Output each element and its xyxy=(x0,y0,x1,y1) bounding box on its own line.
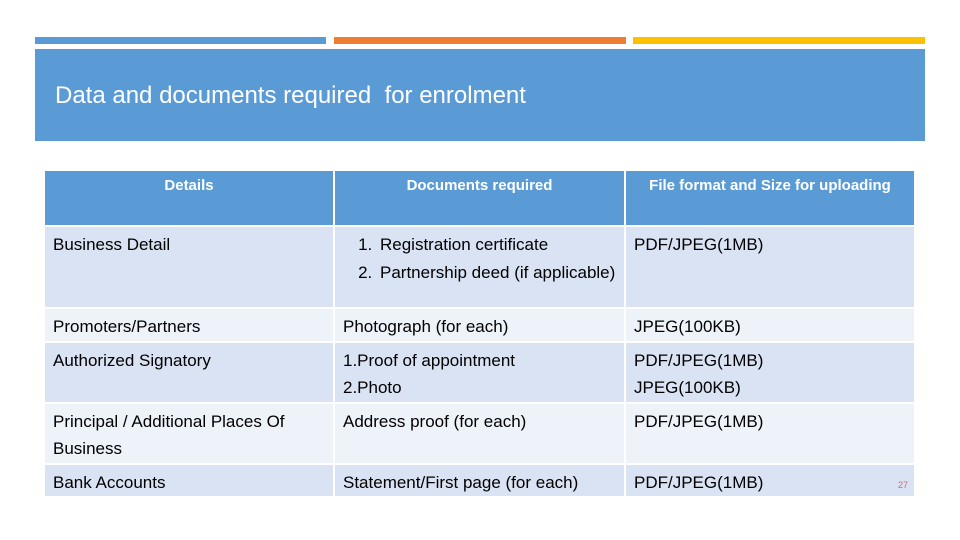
table-row xyxy=(45,342,914,403)
documents-cell xyxy=(334,464,625,497)
format-cell xyxy=(625,403,914,464)
documents-cell xyxy=(334,226,625,308)
accent-bar-blue xyxy=(35,37,326,44)
format-cell xyxy=(625,464,914,497)
page-number: 27 xyxy=(897,480,908,490)
documents-list xyxy=(343,231,616,286)
format-text: PDF/JPEG(1MB) xyxy=(634,472,764,492)
documents-cell xyxy=(334,308,625,342)
documents-cell xyxy=(334,403,625,464)
documents-text: Statement/First page (for each) xyxy=(343,472,579,492)
table-row xyxy=(45,403,914,464)
list-item: 2. Partnership deed (if applicable) xyxy=(377,259,616,287)
accent-bar-orange xyxy=(334,37,626,44)
format-text: JPEG(100KB) xyxy=(634,317,741,336)
details-text: Business Detail xyxy=(53,235,171,254)
details-text: Authorized Signatory xyxy=(53,350,211,370)
header-file-format: File format and Size for uploading xyxy=(625,171,914,226)
format-text: PDF/JPEG(1MB) xyxy=(634,235,764,254)
documents-text: Address proof (for each) xyxy=(343,411,527,431)
documents-table xyxy=(45,171,914,496)
table-header-row xyxy=(45,171,914,226)
format-cell xyxy=(625,308,914,342)
details-cell xyxy=(45,342,334,403)
details-cell xyxy=(45,464,334,497)
table-row xyxy=(45,308,914,342)
details-text: Promoters/Partners xyxy=(53,317,201,336)
title-banner xyxy=(35,49,925,141)
header-documents-required: Documents required xyxy=(334,171,625,226)
format-text: JPEG(100KB) xyxy=(634,378,741,397)
header-details: Details xyxy=(45,171,334,226)
details-cell xyxy=(45,226,334,308)
details-text: Bank Accounts xyxy=(53,472,166,492)
table-row xyxy=(45,464,914,497)
format-cell xyxy=(625,226,914,308)
accent-bar-yellow xyxy=(633,37,925,44)
documents-text: 1.Proof of appointment xyxy=(343,350,516,370)
format-cell xyxy=(625,342,914,403)
details-cell xyxy=(45,308,334,342)
documents-cell xyxy=(334,342,625,403)
format-text: PDF/JPEG(1MB) xyxy=(634,350,764,370)
details-text: Principal / Additional Places Of Business xyxy=(53,411,285,458)
list-item: 1. Registration certificate xyxy=(377,231,616,259)
format-text: PDF/JPEG(1MB) xyxy=(634,411,764,431)
documents-text: 2.Photo xyxy=(343,378,402,397)
table-row xyxy=(45,226,914,308)
slide-title: Data and documents required for enrolment xyxy=(55,82,526,109)
documents-text: Photograph (for each) xyxy=(343,317,509,336)
details-cell xyxy=(45,403,334,464)
